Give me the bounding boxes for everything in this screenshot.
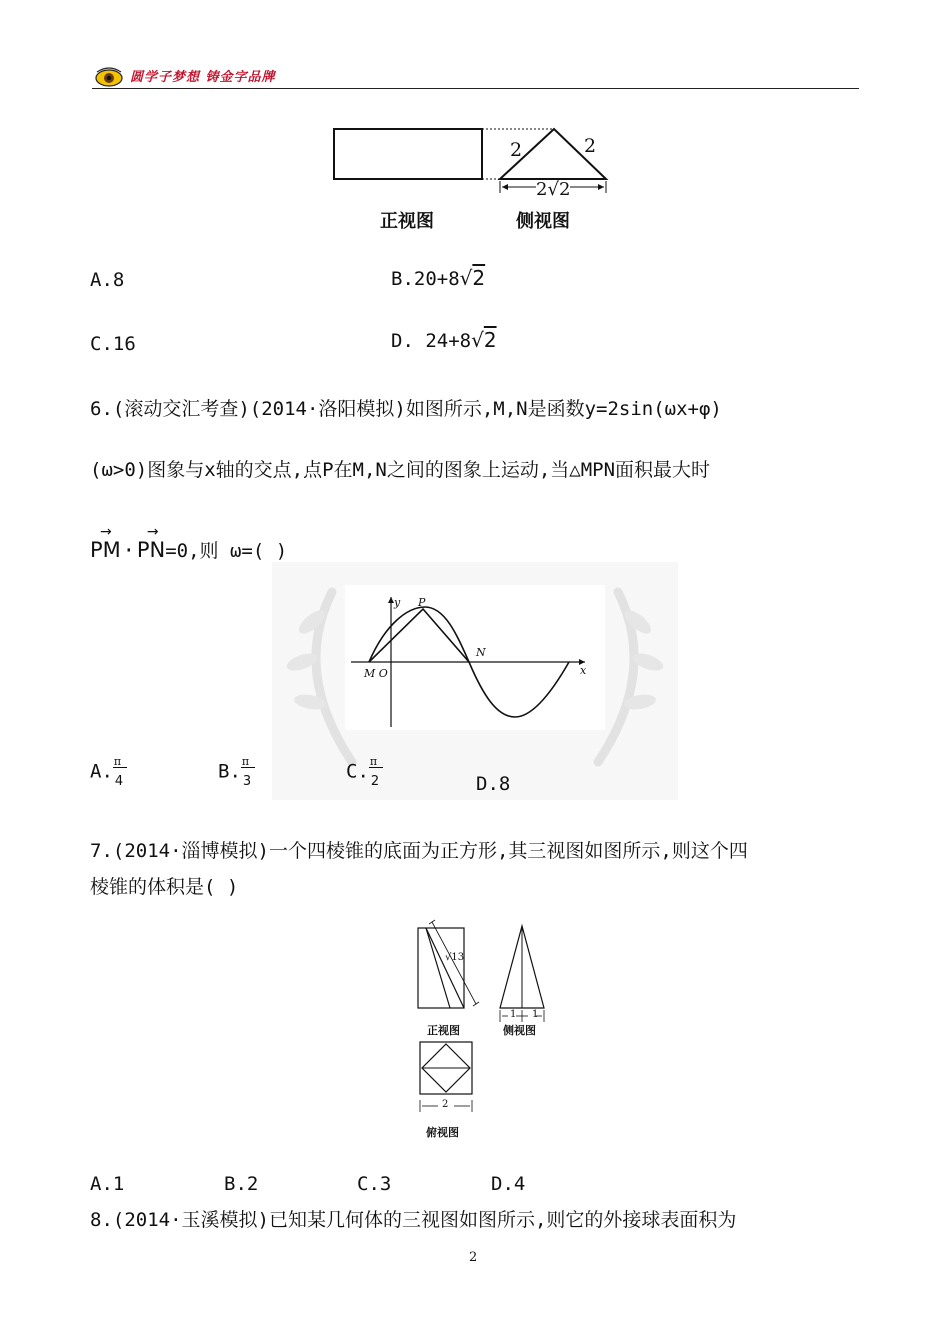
q5-option-d	[391, 328, 497, 353]
q6-line-3	[90, 524, 288, 563]
fraction-pi-over-4: $\frac{\pi}{4}$	[113, 750, 129, 794]
q6-line-1: 6.(滚动交汇考查)(2014·洛阳模拟)如图所示,M,N是函数y=2sin(ωx+φ)	[90, 398, 722, 420]
edge-left-label: 2	[510, 139, 523, 161]
q5-option-d-sqrt: √2	[471, 328, 497, 352]
q7-option-a: A.1	[90, 1173, 125, 1195]
graph-n-label: N	[476, 646, 486, 659]
vector-pn: → PN	[136, 524, 166, 562]
q7-front-view-label: 正视图	[427, 1024, 460, 1037]
dim-1a-label: 1	[510, 1009, 517, 1020]
q5-option-b-sqrt: √2	[459, 266, 486, 290]
dim-1b-label: 1	[532, 1009, 539, 1020]
q6-tail: =0,则 ω=( )	[165, 540, 288, 562]
three-view-figure-q7	[410, 918, 570, 1118]
base-length-label	[536, 179, 570, 200]
sqrt-sign: √	[547, 179, 559, 200]
q6-option-c: C. $\frac{\pi}{2}$	[346, 750, 385, 794]
edge-right-label: 2	[584, 135, 597, 157]
base-rad: 2	[558, 179, 571, 200]
fraction-pi-over-3: $\frac{\pi}{3}$	[241, 750, 257, 794]
q7-line-2: 棱锥的体积是( )	[90, 876, 239, 898]
page-number: 2	[469, 1250, 478, 1265]
graph-x-label: x	[580, 664, 587, 677]
q7-option-c: C.3	[357, 1173, 392, 1195]
dim-2-label: 2	[442, 1099, 449, 1110]
three-view-figure-1	[330, 125, 620, 195]
q7-top-view-label: 俯视图	[426, 1126, 459, 1139]
sqrt13-label: √13	[445, 952, 465, 963]
q6-option-d: D.8	[476, 773, 511, 795]
graph-y-label: y	[394, 596, 401, 609]
q5-option-d-text: D. 24+8	[391, 330, 472, 352]
q7-option-b: B.2	[224, 1173, 259, 1195]
q6-option-a: A. $\frac{\pi}{4}$	[90, 750, 129, 794]
vector-pm: → PM	[90, 524, 121, 562]
fraction-pi-over-2: $\frac{\pi}{2}$	[369, 750, 385, 794]
q7-side-view-label: 侧视图	[503, 1024, 536, 1037]
q5-option-b-text: B.20+8	[391, 268, 460, 290]
q8-line-1: 8.(2014·玉溪模拟)已知某几何体的三视图如图所示,则它的外接球表面积为	[90, 1209, 737, 1231]
sine-graph	[345, 585, 605, 730]
q5-option-c: C.16	[90, 333, 136, 355]
base-coef: 2	[536, 179, 548, 200]
graph-mo-label: M O	[364, 667, 388, 680]
q7-option-d: D.4	[491, 1173, 526, 1195]
header-divider	[92, 88, 859, 89]
q6-option-b: B. $\frac{\pi}{3}$	[218, 750, 257, 794]
q6-line-2: (ω>0)图象与x轴的交点,点P在M,N之间的图象上运动,当△MPN面积最大时	[90, 459, 711, 481]
front-view-label: 正视图	[380, 211, 434, 232]
q5-option-a: A.8	[90, 269, 125, 291]
q5-option-b	[391, 266, 485, 291]
graph-p-label: P	[418, 596, 426, 609]
q7-line-1: 7.(2014·淄博模拟)一个四棱锥的底面为正方形,其三视图如图所示,则这个四	[90, 840, 748, 862]
eye-logo-icon	[94, 66, 124, 88]
side-view-label: 侧视图	[516, 211, 570, 232]
dot-operator: ·	[122, 538, 135, 562]
header-slogan: 圆学子梦想 铸金字品牌	[130, 70, 276, 85]
